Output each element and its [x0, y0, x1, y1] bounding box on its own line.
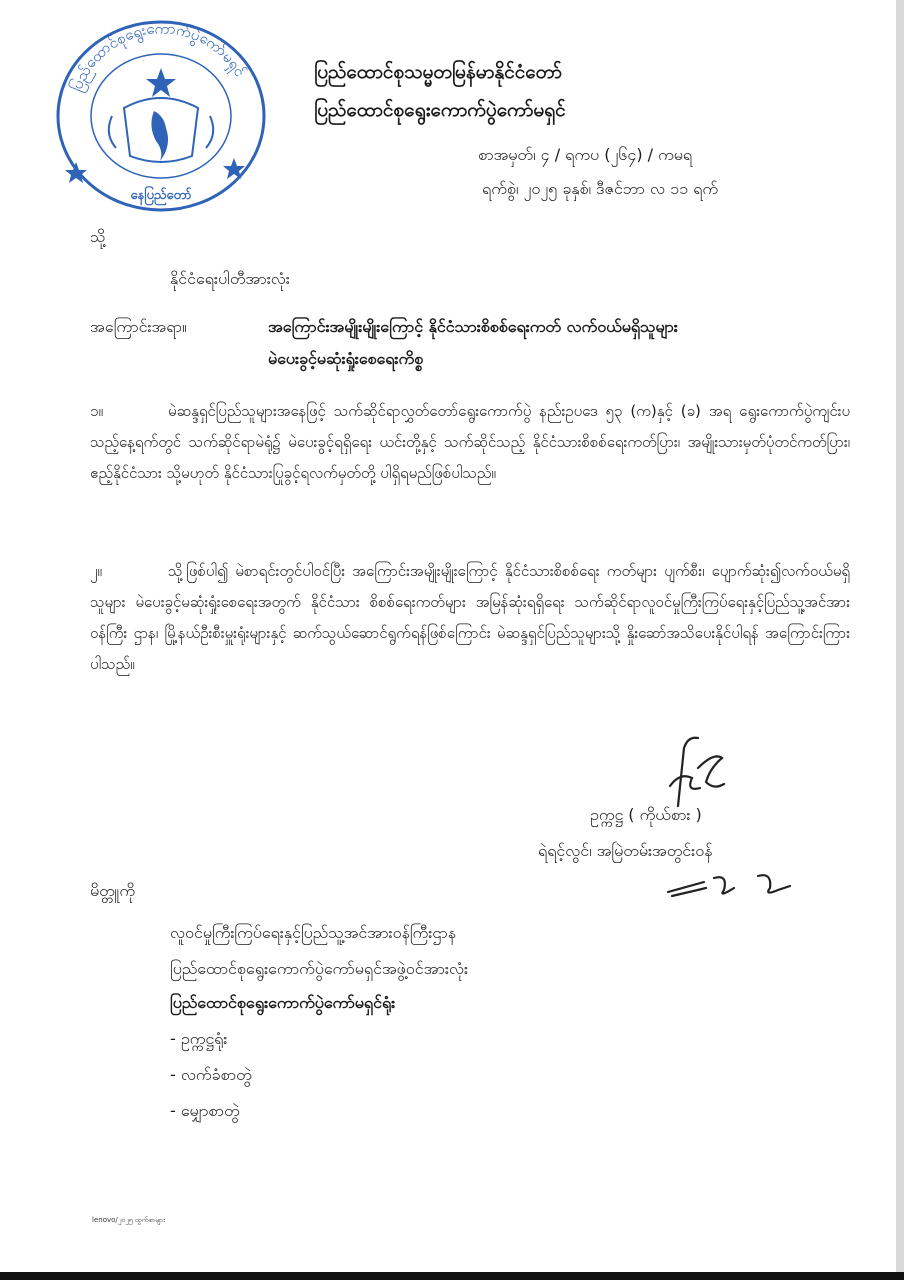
signatory-name: ရဲရင့်လွင်၊ အမြဲတမ်းအတွင်းဝန် — [538, 841, 713, 860]
cc-item: လူဝင်မှုကြီးကြပ်ရေးနှင့်ပြည်သူ့အင်အားဝန်ကြီးဌာန — [170, 923, 456, 942]
cc-item: ပြည်ထောင်စုရွေးကောက်ပွဲကော်မရှင်အဖွဲ့ဝင်အားလုံး — [170, 959, 469, 978]
cc-item: - မျှောစာတွဲ — [170, 1101, 240, 1120]
cc-item: ပြည်ထောင်စုရွေးကောက်ပွဲကော်မရှင်ရုံး — [170, 993, 396, 1012]
to-label: သို့ — [90, 227, 106, 246]
letterhead-country: ပြည်ထောင်စုသမ္မတမြန်မာနိုင်ငံတော် — [314, 61, 562, 83]
paragraph-2 — [90, 556, 850, 680]
letter-number: စာအမှတ်၊ ၄ / ရကပ (၂၆၄) / ကမရ — [478, 145, 693, 164]
cc-label: မိတ္တူကို — [90, 881, 135, 900]
signature-mark — [640, 728, 730, 810]
seal-top-text: ပြည်ထောင်စုရွေးကောက်ပွဲကော်မရှင် — [67, 19, 250, 94]
scan-edge-right — [896, 0, 904, 1280]
paragraph-2-text: သို့ဖြစ်ပါ၍ မဲစာရင်းတွင်ပါဝင်ပြီး အကြောင်းအမျိုးမျိုးကြောင့် နိုင်ငံသားစိစစ်ရေး ကတ်များ ပျက်စီး၊ ပျောက်ဆုံး၍လက်ဝယ်မရှိသူများ မဲပေးခွင့်မဆုံးရှုံးစေရေးအတွက် နိုင်ငံသား စိစစ်ရေးကတ်များ အမြန်ဆုံးရရှိရေး သက်ဆိုင်ရာလူဝင်မှုကြီးကြပ်ရေးနှင့်ပြည်သူ့အင်အားဝန်ကြီး ဌာန၊ မြို့နယ်ဦးစီးမှူးရုံးများနှင့် ဆက်သွယ်ဆောင်ရွက်ရန်ဖြစ်ကြောင်း မဲဆန္ဒရှင်ပြည်သူများသို့ နှိုးဆော်အသိပေးနိုင်ပါရန် အကြောင်းကြားပါသည်။ — [90, 562, 850, 673]
handwritten-initials — [666, 866, 816, 900]
paragraph-2-number: ၂။ — [90, 562, 102, 580]
subject-label: အကြောင်းအရာ။ — [90, 317, 187, 336]
paragraph-1-text: မဲဆန္ဒရှင်ပြည်သူများအနေဖြင့် သက်ဆိုင်ရာလွှတ်တော်ရွေးကောက်ပွဲ နည်းဥပဒေ ၅၃ (က)နှင့် (ခ) အရ ရွေးကောက်ပွဲကျင်းပသည့်နေ့ရက်တွင် သက်ဆိုင်ရာမဲရုံ၌ မဲပေးခွင့်ရရှိရေး ယင်းတို့နှင့် သက်ဆိုင်သည့် နိုင်ငံသားစိစစ်ရေးကတ်ပြား၊ အမျိုးသားမှတ်ပုံတင်ကတ်ပြား၊ ဧည့်နိုင်ငံသား သို့မဟုတ် နိုင်ငံသားပြုခွင့်ရလက်မှတ်တို့ ပါရှိရမည်ဖြစ်ပါသည်။ — [90, 402, 850, 482]
scan-edge-bottom — [0, 1272, 904, 1280]
file-path-note: lenovo/၂၀၂၅ ထွက်စာများ — [92, 1216, 165, 1224]
seal-bottom-text: နေပြည်တော် — [130, 188, 192, 203]
letterhead-organization: ပြည်ထောင်စုရွေးကောက်ပွဲကော်မရှင် — [314, 99, 566, 121]
letter-date: ရက်စွဲ၊ ၂၀၂၅ ခုနှစ်၊ ဒီဇင်ဘာ လ ၁၁ ရက် — [482, 179, 718, 198]
subject-line-1: အကြောင်းအမျိုးမျိုးကြောင့် နိုင်ငံသားစိစစ်ရေးကတ် လက်ဝယ်မရှိသူများ — [268, 317, 678, 336]
union-election-commission-seal — [52, 16, 270, 216]
recipient: နိုင်ငံရေးပါတီအားလုံး — [170, 269, 290, 288]
paragraph-1 — [90, 396, 850, 489]
subject-line-2: မဲပေးခွင့်မဆုံးရှုံးစေရေးကိစ္စ — [268, 349, 424, 368]
cc-item: - ဥက္ကဋ္ဌရုံး — [170, 1029, 228, 1048]
signatory-title: ဥက္ကဋ္ဌ ( ကိုယ်စား ) — [590, 805, 702, 824]
cc-item: - လက်ခံစာတွဲ — [170, 1065, 252, 1084]
paragraph-1-number: ၁။ — [90, 402, 103, 420]
